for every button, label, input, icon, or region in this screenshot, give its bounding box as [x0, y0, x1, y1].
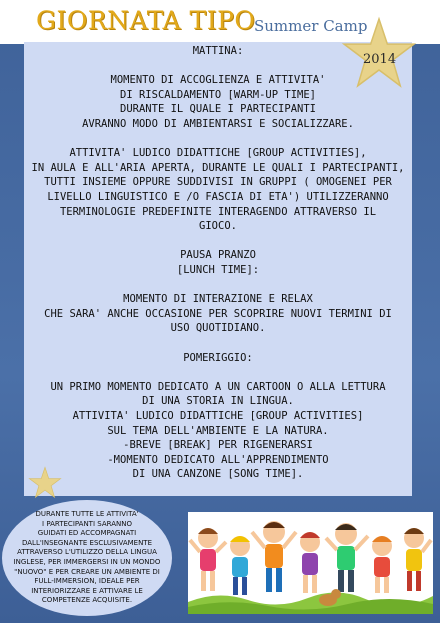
schedule-line: TERMINOLOGIE PREDEFINITE INTERAGENDO ATTRAVERSO IL: [59, 205, 377, 218]
note-line: DALL'INSEGNANTE ESCLUSIVAMENTE: [21, 538, 153, 547]
note-line: I PARTECIPANTI SARANNO: [42, 519, 132, 528]
schedule-line: LIVELLO LINGUISTICO E /O FASCIA DI ETA') UTILIZZERANNO: [47, 191, 389, 203]
note-line: GUIDATI ED ACCOMPAGNATI: [37, 529, 137, 538]
schedule-line: GIOCO.: [199, 220, 237, 233]
language-note: [2, 500, 172, 616]
schedule-line: TUTTI INSIEME OPPURE SUDDIVISI IN GRUPPI ( OMOGENEI PER: [44, 176, 392, 189]
schedule-line: DURANTE IL QUALE I PARTECIPANTI: [120, 103, 316, 116]
note-line: INTERIORIZZARE E ATTIVARE LE: [31, 586, 143, 595]
year-label: 2014: [363, 52, 397, 67]
schedule-line: MOMENTO DI INTERAZIONE E RELAX: [123, 293, 313, 306]
schedule-line: POMERIGGIO:: [183, 351, 253, 364]
schedule-line: -MOMENTO DEDICATO ALL'APPRENDIMENTO: [107, 453, 329, 466]
schedule-line: ATTIVITA' LUDICO DIDATTICHE [GROUP ACTIVITIES]: [72, 410, 364, 422]
schedule-line: MOMENTO DI ACCOGLIENZA E ATTIVITA': [110, 74, 326, 87]
page-subtitle: Summer Camp: [254, 17, 368, 35]
schedule-line: PAUSA PRANZO: [180, 249, 256, 262]
schedule-line: AVRANNO MODO DI AMBIENTARSI E SOCIALIZZARE.: [82, 118, 354, 130]
note-line: DURANTE TUTTE LE ATTIVITA': [35, 510, 139, 518]
schedule-line: CHE SARA' ANCHE OCCASIONE PER SCOPRIRE NUOVI TERMINI DI: [44, 307, 392, 320]
schedule-line: -BREVE [BREAK] PER RIGENERARSI: [123, 439, 313, 452]
section-heading: MATTINA:: [192, 45, 244, 57]
schedule-line: USO QUOTIDIANO.: [170, 322, 266, 335]
schedule-panel: [24, 42, 412, 496]
page-title: GIORNATA TIPO: [36, 6, 256, 35]
kids-illustration-art: [188, 512, 433, 614]
schedule-line: DI UNA CANZONE [SONG TIME].: [132, 468, 304, 481]
note-line: ATTRAVERSO L'UTILIZZO DELLA LINGUA: [17, 548, 157, 557]
schedule-line: SUL TEMA DELL'AMBIENTE E LA NATURA.: [107, 424, 329, 437]
note-line: INGLESE, PER IMMERGERSI IN UN MONDO: [13, 558, 161, 566]
note-line: FULL-IMMERSION, IDEALE PER: [34, 577, 140, 586]
schedule-line: UN PRIMO MOMENTO DEDICATO A UN CARTOON O ALLA LETTURA: [50, 380, 386, 393]
schedule-line: DI UNA STORIA IN LINGUA.: [142, 395, 294, 408]
schedule-line: IN AULA E ALL'ARIA APERTA, DURANTE LE QUALI I PARTECIPANTI,: [31, 161, 405, 174]
schedule-line: [LUNCH TIME]:: [176, 264, 260, 276]
note-line: "NUOVO" E PER CREARE UN AMBIENTE DI: [14, 567, 160, 576]
children-illustration: [188, 512, 433, 614]
note-line: COMPETENZE ACQUISITE.: [41, 596, 133, 605]
star-icon: [28, 466, 62, 500]
schedule-line: DI RISCALDAMENTO [WARM-UP TIME]: [120, 88, 316, 101]
schedule-line: ATTIVITA' LUDICO DIDATTICHE [GROUP ACTIVITIES],: [69, 147, 367, 160]
